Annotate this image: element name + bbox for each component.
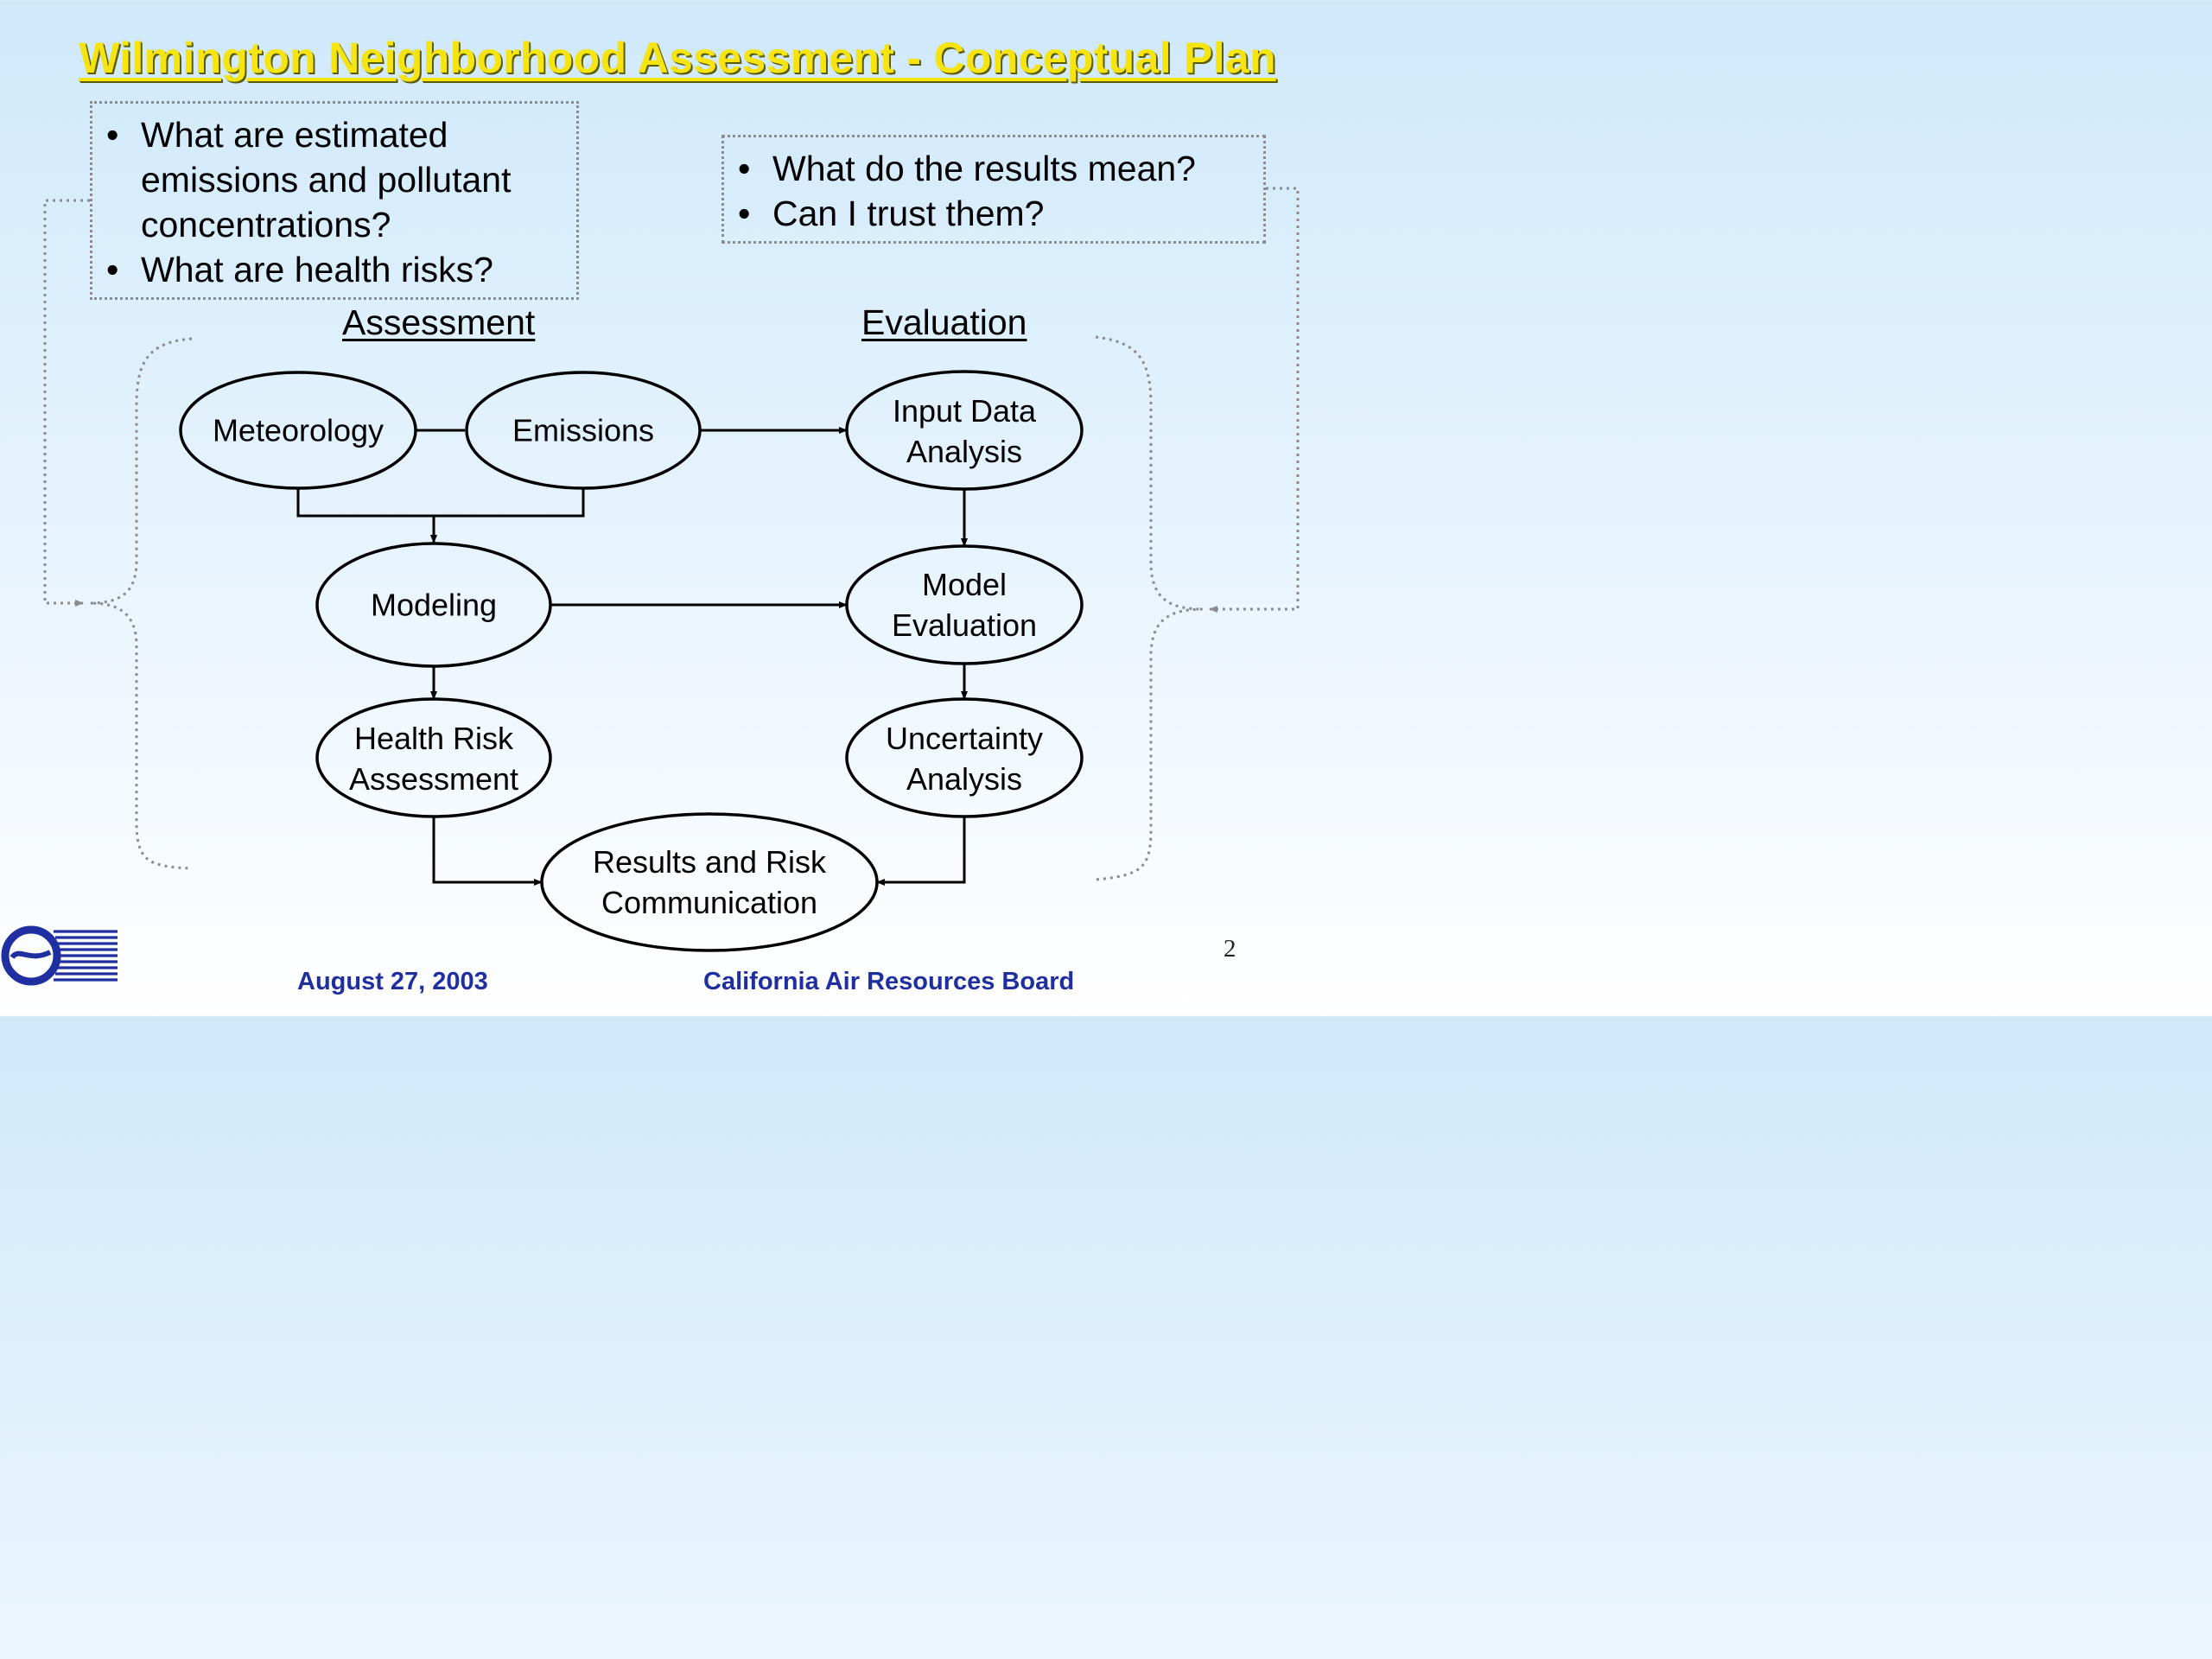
evaluation-question: • Can I trust them?	[724, 191, 1263, 236]
model-eval-label: Model Evaluation	[891, 567, 1038, 643]
right-connector	[1210, 188, 1298, 609]
health-risk-label: Health Risk Assessment	[348, 721, 519, 797]
input-data-label: Input Data Analysis	[892, 393, 1037, 469]
evaluation-question: • What do the results mean?	[724, 146, 1263, 191]
carb-logo-icon	[0, 923, 121, 988]
evaluation-heading: Evaluation	[861, 302, 1027, 342]
emissions-label: Emissions	[512, 412, 655, 448]
right-brace	[1096, 337, 1203, 880]
assessment-heading: Assessment	[342, 302, 536, 342]
footer-organization: California Air Resources Board	[703, 968, 1075, 995]
meteorology-label: Meteorology	[212, 412, 385, 448]
left-brace	[90, 339, 192, 868]
assessment-question: • What are health risks?	[92, 247, 576, 292]
assessment-question: • What are estimated emissions and pollutant concentrations?	[92, 112, 576, 247]
left-connector	[45, 200, 90, 603]
results-label: Results and Risk Communication	[592, 844, 827, 920]
merge-to-modeling-arrow	[298, 488, 583, 543]
slide-title: Wilmington Neighborhood Assessment - Conceptual Plan	[79, 34, 1276, 82]
uncertainty-to-results-arrow	[877, 817, 964, 882]
footer-date: August 27, 2003	[297, 968, 488, 995]
health-to-results-arrow	[434, 817, 542, 882]
page-number: 2	[1224, 935, 1236, 963]
modeling-label: Modeling	[370, 587, 498, 623]
uncertainty-label: Uncertainty Analysis	[885, 721, 1044, 797]
